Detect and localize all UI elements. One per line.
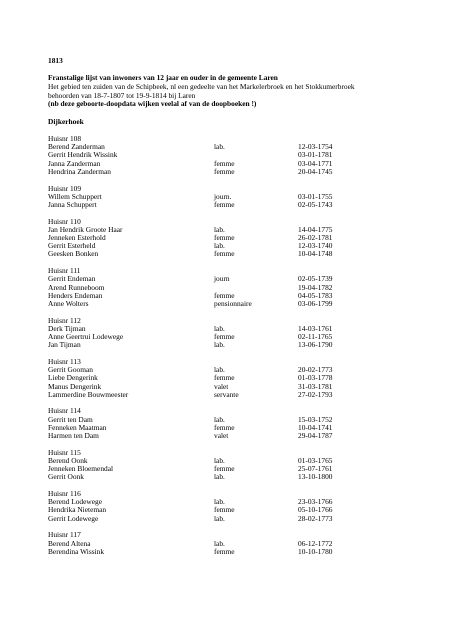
birthdate-note: (nb deze geboorte-doopdata wijken veelal af van de doopboeken !) (48, 99, 257, 108)
resident-role: femme (214, 249, 235, 259)
resident-birthdate: 12-03-1740 (298, 241, 333, 251)
resident-role: lab. (214, 538, 225, 548)
household-number: Huisnr 117 (48, 530, 81, 540)
intro-line-2: behoorden van 18-7-1807 tot 19-9-1814 bij Laren (48, 91, 196, 100)
resident-name: Liebe Dengerink (48, 373, 98, 383)
resident-name: Harmen ten Dam (48, 431, 99, 440)
resident-role: lab. (214, 142, 225, 152)
household-number: Huisnr 110 (48, 216, 81, 226)
resident-role: lab. (214, 414, 225, 424)
document-title: Franstalige lijst van inwoners van 12 jaar en ouder in de gemeente Laren (48, 73, 278, 82)
resident-name: Jan Hendrik Groote Haar (48, 224, 123, 234)
resident-birthdate: 20-02-1773 (298, 365, 333, 375)
resident-role: pensionnaire (214, 298, 252, 308)
resident-name: Hendrika Nieteman (48, 505, 107, 515)
resident-birthdate: 03-06-1799 (298, 298, 333, 308)
resident-name: Gerrit Hendrik Wissink (48, 150, 118, 160)
resident-name: Fenneken Maatman (48, 422, 107, 432)
resident-role: femme (214, 464, 235, 474)
resident-birthdate: 15-03-1752 (298, 414, 333, 424)
resident-role: journ (214, 274, 230, 284)
household-number: Huisnr 113 (48, 356, 81, 366)
resident-role: femme (214, 158, 235, 168)
resident-role: journ. (214, 191, 232, 201)
resident-name: Gerrit Gooman (48, 365, 93, 375)
resident-birthdate: 05-10-1766 (298, 505, 333, 515)
household-number: Huisnr 111 (48, 266, 81, 276)
resident-birthdate: 13-06-1790 (298, 340, 333, 350)
resident-birthdate: 19-04-1782 (298, 282, 333, 292)
resident-birthdate: 31-03-1781 (298, 381, 333, 391)
resident-role: lab. (214, 340, 225, 350)
resident-role: lab. (214, 472, 225, 482)
resident-birthdate: 02-11-1765 (298, 332, 333, 341)
resident-role: femme (214, 166, 235, 176)
resident-birthdate: 29-04-1787 (298, 431, 333, 440)
resident-role: valet (214, 431, 229, 440)
resident-name: Gerrit ten Dam (48, 414, 93, 424)
household-number: Huisnr 116 (48, 489, 81, 498)
resident-name: Gerrit Esterheld (48, 241, 96, 251)
resident-birthdate: 23-03-1766 (298, 497, 333, 507)
resident-name: Hendrina Zanderman (48, 166, 111, 176)
resident-birthdate: 20-04-1745 (298, 166, 333, 176)
resident-name: Berend Lodewege (48, 497, 102, 507)
resident-birthdate: 03-01-1781 (298, 150, 333, 160)
resident-name: Berendina Wissink (48, 546, 105, 556)
resident-birthdate: 28-02-1773 (298, 513, 333, 523)
resident-birthdate: 03-04-1771 (298, 158, 333, 168)
resident-name: Willem Schuppert (48, 191, 102, 201)
resident-role: lab. (214, 497, 225, 507)
resident-role: lab. (214, 365, 225, 375)
resident-name: Berend Oonk (48, 455, 88, 465)
resident-role: femme (214, 373, 235, 383)
resident-birthdate: 04-05-1783 (298, 290, 333, 300)
resident-role: valet (214, 381, 229, 391)
resident-name: Anne Geertrui Lodewege (48, 332, 124, 341)
resident-name: Derk Tijman (48, 323, 86, 333)
resident-birthdate: 13-10-1800 (298, 472, 333, 482)
resident-name: Jenneken Bloemendal (48, 464, 114, 474)
resident-role: femme (214, 233, 235, 242)
resident-name: Jenneken Esterhold (48, 233, 106, 242)
resident-role: lab. (214, 455, 225, 465)
resident-birthdate: 06-12-1772 (298, 538, 333, 548)
resident-role: servante (214, 389, 239, 399)
resident-birthdate: 02-05-1739 (298, 274, 333, 284)
resident-birthdate: 01-03-1765 (298, 455, 333, 465)
resident-role: femme (214, 546, 235, 556)
resident-role: femme (214, 199, 235, 209)
resident-role: femme (214, 332, 235, 341)
resident-birthdate: 01-03-1778 (298, 373, 333, 383)
resident-name: Gerrit Lodewege (48, 513, 99, 523)
resident-birthdate: 26-02-1781 (298, 233, 333, 242)
household-number: Huisnr 112 (48, 315, 81, 325)
resident-name: Berend Zanderman (48, 142, 105, 152)
resident-role: femme (214, 422, 235, 432)
resident-birthdate: 12-03-1754 (298, 142, 333, 152)
resident-name: Gerrit Oonk (48, 472, 84, 482)
resident-role: lab. (214, 323, 225, 333)
resident-name: Gerrit Endeman (48, 274, 96, 284)
resident-name: Lammerdine Bouwmeester (48, 389, 129, 399)
resident-name: Geesken Bonken (48, 249, 99, 259)
resident-birthdate: 10-04-1748 (298, 249, 333, 259)
resident-role: lab. (214, 241, 225, 251)
household-number: Huisnr 109 (48, 183, 82, 193)
resident-role: femme (214, 505, 235, 515)
resident-role: lab. (214, 224, 225, 234)
year-heading: 1813 (48, 56, 63, 65)
resident-birthdate: 02-05-1743 (298, 199, 333, 209)
household-number: Huisnr 115 (48, 447, 81, 457)
resident-birthdate: 03-01-1755 (298, 191, 333, 201)
resident-birthdate: 27-02-1793 (298, 389, 333, 399)
resident-role: femme (214, 290, 235, 300)
resident-name: Janna Schuppert (48, 199, 97, 209)
resident-name: Manus Dengerink (48, 381, 102, 391)
resident-name: Henders Endeman (48, 290, 103, 300)
household-number: Huisnr 108 (48, 134, 82, 143)
resident-name: Berend Altena (48, 538, 91, 548)
resident-birthdate: 25-07-1761 (298, 464, 333, 474)
resident-name: Arend Runneboom (48, 282, 105, 292)
intro-line-1: Het gebied ten zuiden van de Schipbeek, nl een gedeelte van het Markelerbroek en het Stokkumerbroek (48, 82, 355, 91)
resident-name: Jan Tijman (48, 340, 81, 350)
resident-birthdate: 10-10-1780 (298, 546, 333, 556)
resident-name: Janna Zanderman (48, 158, 101, 168)
resident-name: Anne Wolters (48, 298, 89, 308)
section-title: Dijkerhoek (48, 117, 84, 126)
resident-birthdate: 14-03-1761 (298, 323, 333, 333)
household-number: Huisnr 114 (48, 406, 81, 416)
resident-role: lab. (214, 513, 225, 523)
resident-birthdate: 14-04-1775 (298, 224, 333, 234)
resident-birthdate: 10-04-1741 (298, 422, 333, 432)
